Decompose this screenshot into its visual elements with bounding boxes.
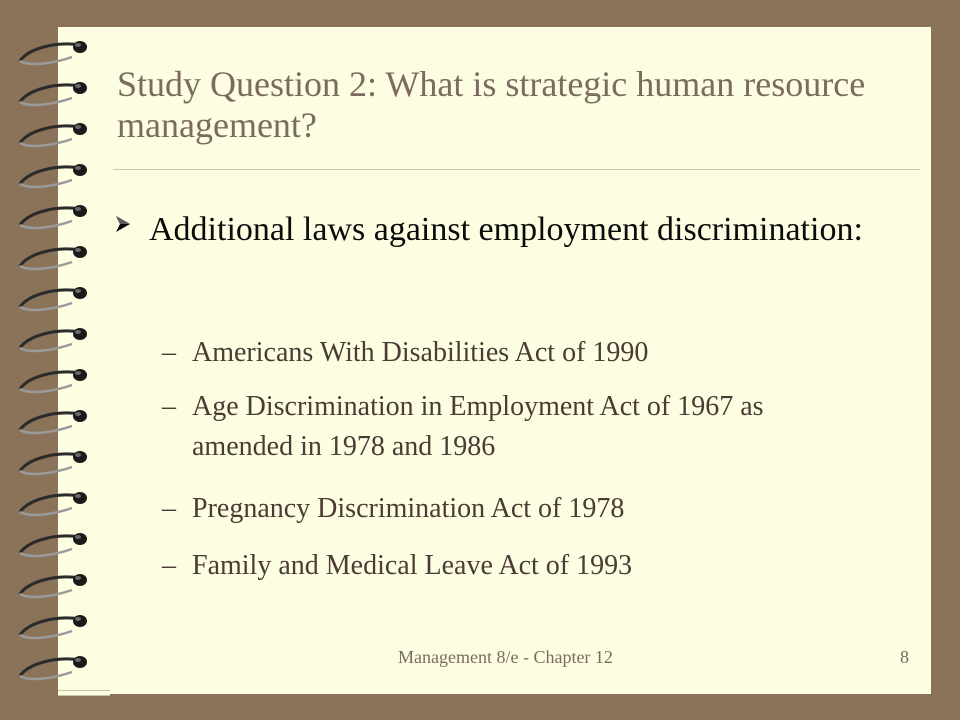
- sub-item-pda: [162, 489, 862, 529]
- main-bullet-text: Additional laws against employment discrimination:: [149, 211, 863, 248]
- sub-item-fmla: [162, 546, 862, 586]
- sub-item-adea: [162, 387, 862, 467]
- title-divider: [113, 169, 920, 170]
- sub-item-text: Family and Medical Leave Act of 1993: [192, 550, 633, 581]
- arrow-right-icon: [113, 214, 133, 234]
- sub-item-text: Pregnancy Discrimination Act of 1978: [192, 493, 625, 524]
- main-bullet: [113, 204, 873, 256]
- dash-marker: –: [162, 391, 176, 422]
- sub-item-text: Americans With Disabilities Act of 1990: [192, 337, 649, 368]
- dash-marker: –: [162, 337, 176, 368]
- dash-marker: –: [162, 493, 176, 524]
- sub-item-ada: [162, 333, 862, 373]
- sub-item-text: Age Discrimination in Employment Act of 1967 as amended in 1978 and 1986: [192, 391, 764, 462]
- page-edge: [58, 690, 110, 696]
- dash-marker: –: [162, 550, 176, 581]
- slide-title: Study Question 2: What is strategic human resource management?: [117, 64, 866, 145]
- footer-course-label: Management 8/e - Chapter 12: [398, 647, 613, 667]
- footer-page-number: 8: [900, 647, 909, 667]
